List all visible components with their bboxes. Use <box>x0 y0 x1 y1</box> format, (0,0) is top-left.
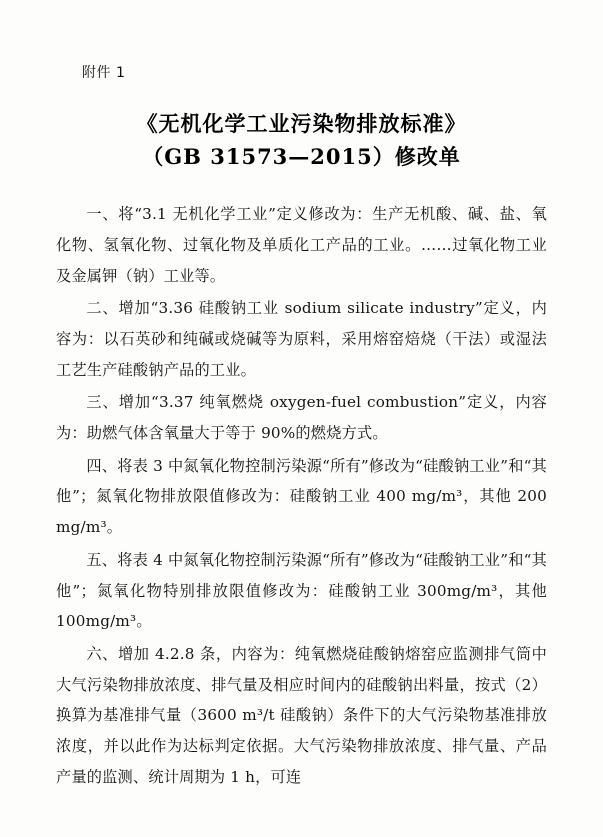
paragraph-item-5: 五、将表 4 中氮氧化物控制污染源“所有”修改为“硅酸钠工业”和“其他”；氮氧化物特别排放限值修改为：硅酸钠工业 300mg/m³，其他 100mg/m³。 <box>56 550 547 631</box>
paragraph-item-2: 二、增加“3.36 硅酸钠工业 sodium silicate industry”定义，内容为：以石英砂和纯碱或烧碱等为原料，采用熔窑焙烧（干法）或湿法工艺生产硅酸钠产品的工业。 <box>56 299 547 379</box>
title-line-standard-code: （GB 31573—2015）修改单 <box>142 143 461 169</box>
document-body <box>56 199 547 792</box>
paragraph-item-1: 一、将“3.1 无机化学工业”定义修改为：生产无机酸、碱、盐、氧化物、氢氧化物、过氧化物及单质化工产品的工业。……过氧化物工业及金属钾（钠）工业等。 <box>56 205 547 285</box>
paragraph-item-6: 六、增加 4.2.8 条，内容为：纯氧燃烧硅酸钠熔窑应监测排气筒中大气污染物排放浓度、排气量及相应时间内的硅酸钠出料量，按式（2）换算为基准排气量（3600 m³/t 硅酸钠）条件下的大气污染物基准排放浓度，并以此作为达标判定依据。大气污染物排放浓度、排气量、产品产量的监测、统计周期为 1 h，可连 <box>56 644 547 786</box>
attachment-label: 附件 1 <box>82 65 126 81</box>
paragraph-item-4: 四、将表 3 中氮氧化物控制污染源“所有”修改为“硅酸钠工业”和“其他”；氮氧化物排放限值修改为：硅酸钠工业 400 mg/m³，其他 200 mg/m³。 <box>56 456 547 537</box>
paragraph-item-3: 三、增加“3.37 纯氧燃烧 oxygen-fuel combustion”定义，内容为：助燃气体含氧量大于等于 90%的燃烧方式。 <box>56 393 547 443</box>
document-title <box>56 108 547 173</box>
title-line-standard-name: 《无机化学工业污染物排放标准》 <box>136 111 467 136</box>
